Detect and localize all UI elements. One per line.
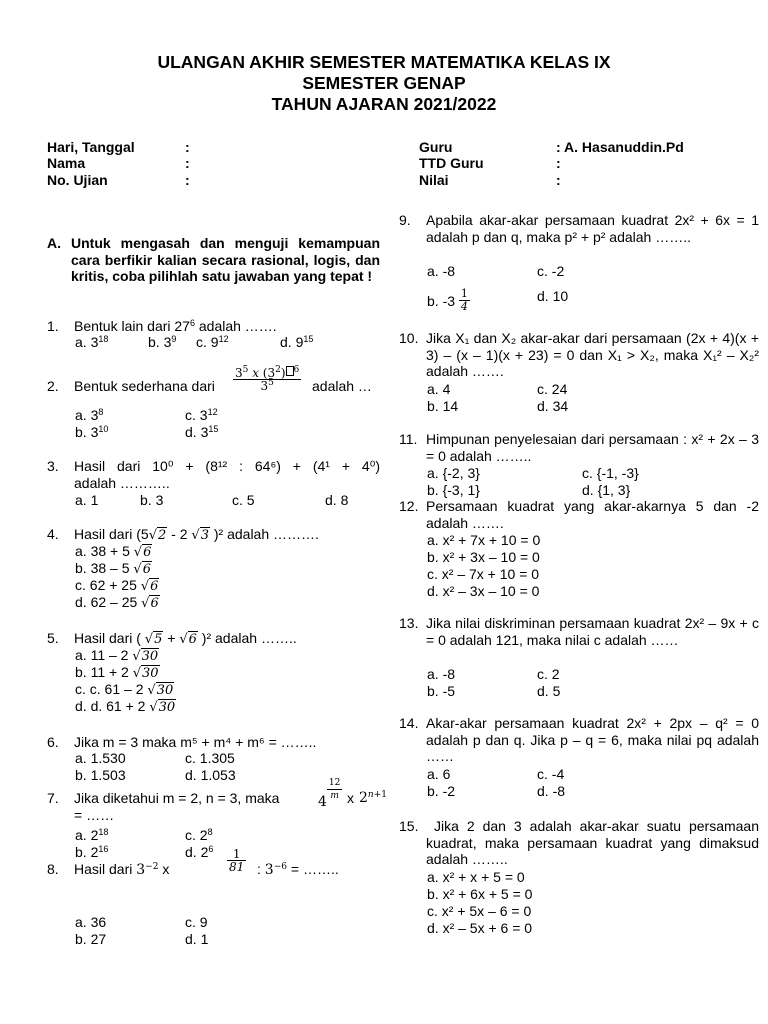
option-c: c. $2^8$: [185, 827, 213, 843]
power-expression: $2^{n+1}$: [359, 790, 387, 806]
option-b: b. 14: [427, 398, 459, 414]
option-b: b. {-3, 1}: [427, 482, 480, 498]
question-1: [47, 318, 387, 350]
question-number: 2.: [47, 378, 59, 394]
question-text-part: adalah …: [312, 378, 372, 394]
option-a: a. 36: [75, 914, 107, 930]
question-15: [399, 818, 763, 936]
info-label-date: Hari, Tanggal: [47, 139, 135, 155]
info-teacher-name: : A. Hasanuddin.Pd: [556, 139, 684, 155]
option-d: d. 62 – 25 √6: [75, 594, 159, 611]
option-b: b. 27: [75, 931, 107, 947]
option-d: d. x² – 5x + 6 = 0: [427, 920, 533, 936]
question-text: Hasil dari 10⁰ + (8¹² : 64⁶) + (4¹ + 4⁰): [74, 458, 380, 474]
question-number: 3.: [47, 458, 59, 474]
option-d: d. 1: [185, 931, 209, 947]
option-d: d. 8: [325, 492, 349, 508]
question-number: 13.: [399, 615, 419, 631]
option-c: c. 1.305: [185, 750, 235, 766]
question-text: Akar-akar persamaan kuadrat 2x² + 2px – q² = 0 adalah p dan q. Jika p – q = 6, maka nilai pq adalah ……: [426, 715, 759, 764]
info-colon: :: [185, 155, 190, 171]
option-d: d. {1, 3}: [582, 482, 631, 498]
option-c: c. x² + 5x – 6 = 0: [427, 903, 532, 919]
option-b: b. x² + 6x + 5 = 0: [427, 886, 533, 902]
option-c: c. $3^{12}$: [185, 407, 218, 423]
question-5: [47, 630, 387, 715]
question-9: [399, 212, 759, 313]
option-b: b. -3 $\frac{1}{4}$: [427, 287, 468, 313]
option-b: b. $3^9$: [148, 334, 177, 350]
question-number: 11.: [399, 431, 418, 447]
question-number: 1.: [47, 318, 59, 334]
question-text: Jika diketahui m = 2, n = 3, maka: [74, 790, 280, 806]
option-a: a. 11 – 2 √30: [75, 647, 159, 664]
question-6: [47, 734, 387, 783]
question-number: 5.: [47, 630, 59, 646]
option-c: c. 2: [537, 666, 560, 682]
info-colon: :: [556, 155, 561, 171]
question-12: [399, 498, 759, 599]
question-text: Hasil dari ( √5 + √6 )² adalah ……..: [74, 630, 297, 647]
question-text: [74, 318, 387, 335]
option-c: c. c. 61 – 2 √30: [75, 681, 174, 698]
question-text: Apabila akar-akar persamaan kuadrat 2x² + 6x = 1 adalah p dan q, maka p² + p² adalah ……..: [426, 212, 759, 245]
option-b: b. 3: [140, 492, 164, 508]
option-a: a. 4: [427, 381, 451, 397]
info-label-score: Nilai: [419, 172, 449, 188]
option-c: c. 24: [537, 381, 568, 397]
option-a: a. -8: [427, 666, 456, 682]
question-text-part: Bentuk sederhana dari: [74, 378, 215, 394]
option-a: a. $3^{18}$: [75, 334, 109, 350]
section-letter: A.: [47, 235, 61, 251]
option-d: d. -8: [537, 783, 566, 799]
question-text-part: adalah …….: [194, 318, 277, 334]
question-text: Hasil dari $3^{-2}$ x: [74, 861, 170, 878]
option-c: c. 5: [232, 492, 255, 508]
option-b: b. x² + 3x – 10 = 0: [427, 549, 540, 565]
option-b: b. 1.503: [75, 767, 126, 783]
option-a: a. {-2, 3}: [427, 465, 480, 481]
info-label-name: Nama: [47, 155, 86, 171]
option-c: c. $9^{12}$: [196, 334, 229, 350]
option-a: a. x² + x + 5 = 0: [427, 869, 525, 885]
option-c: c. {-1, -3}: [582, 465, 639, 481]
option-d: d. d. 61 + 2 √30: [75, 698, 176, 715]
info-label-signature: TTD Guru: [419, 155, 484, 171]
question-number: 6.: [47, 734, 59, 750]
option-a: a. x² + 7x + 10 = 0: [427, 532, 541, 548]
question-text: Persamaan kuadrat yang akar-akarnya 5 dan -2 adalah …….: [426, 498, 759, 531]
power-expression: 4 $\frac{12}{m}$: [318, 778, 341, 810]
question-number: 10.: [399, 330, 419, 346]
option-b: b. $3^{10}$: [75, 424, 109, 440]
section-instruction-text: Untuk mengasah dan menguji kemampuan cara berfikir kalian secara rasional, logis, dan kritis, coba pilihlah satu jawaban yang tepat !: [71, 235, 380, 284]
option-d: d. 34: [537, 398, 569, 414]
option-a: a. 1.530: [75, 750, 126, 766]
question-number: 4.: [47, 526, 59, 542]
option-b: b. -2: [427, 783, 456, 799]
question-number: 8.: [47, 861, 59, 877]
option-d: d. $2^6$: [185, 844, 214, 860]
info-colon: :: [185, 172, 190, 188]
info-colon: :: [556, 172, 561, 188]
option-d: d. $3^{15}$: [185, 424, 219, 440]
option-c: c. 62 + 25 √6: [75, 577, 159, 594]
option-d: d. 10: [537, 288, 569, 304]
question-text-part: Bentuk lain dari 27: [74, 318, 190, 334]
option-b: b. 38 – 5 √6: [75, 560, 151, 577]
option-d: d. $9^{15}$: [280, 334, 314, 350]
question-text: Hasil dari (5√2 - 2 √3 )² adalah ……….: [74, 526, 319, 543]
question-number: 7.: [47, 790, 59, 806]
fraction-expression: $\frac{1}{81}$: [229, 847, 245, 874]
question-7: [47, 778, 387, 860]
question-text-line2: = ……: [74, 806, 115, 823]
option-c: c. -2: [537, 263, 565, 279]
option-b: b. $2^{16}$: [75, 844, 109, 860]
option-c: c. x² – 7x + 10 = 0: [427, 566, 540, 582]
question-text: Himpunan penyelesaian dari persamaan : x² + 2x – 3 = 0 adalah ……..: [426, 431, 759, 464]
info-label-teacher: Guru: [419, 139, 453, 155]
exam-title: ULANGAN AKHIR SEMESTER MATEMATIKA KELAS IX: [157, 52, 611, 72]
question-text: Jika m = 3 maka m⁵ + m⁴ + m⁶ = ……..: [74, 734, 317, 750]
times-sign: x: [347, 790, 354, 806]
option-a: a. 6: [427, 766, 451, 782]
info-label-exam-no: No. Ujian: [47, 172, 108, 188]
question-text: Jika nilai diskriminan persamaan kuadrat 2x² – 9x + c = 0 adalah 121, maka nilai c adalah ……: [426, 615, 759, 648]
question-4: [47, 526, 387, 611]
question-number: 12.: [399, 498, 419, 514]
question-14: [399, 715, 759, 799]
question-text: Jika X₁ dan X₂ akar-akar dari persamaan (2x + 4)(x + 3) – (x – 1)(x + 23) = 0 dan X₁ > X₂, maka X₁² – X₂² adalah …….: [426, 330, 759, 379]
exam-semester: SEMESTER GENAP: [302, 73, 466, 93]
exponent: 6: [189, 318, 195, 328]
question-10: [399, 330, 759, 414]
option-b: b. 11 + 2 √30: [75, 664, 159, 681]
fraction-expression: $\frac{3^5 x (3^2) ^6}{3^5}$: [235, 365, 300, 393]
question-11: [399, 431, 759, 498]
option-d: d. x² – 3x – 10 = 0: [427, 583, 540, 599]
option-d: d. 1.053: [185, 767, 236, 783]
question-number: 14.: [399, 715, 419, 731]
option-a: a. 1: [75, 492, 99, 508]
question-text-line2: adalah ………..: [74, 474, 170, 491]
question-text: Jika 2 dan 3 adalah akar-akar suatu persamaan kuadrat, maka persamaan kuadrat yang dimaksud adalah ……..: [426, 818, 763, 867]
section-a-instructions: [47, 235, 380, 285]
option-a: a. $2^{18}$: [75, 827, 109, 843]
option-a: a. 38 + 5 √6: [75, 543, 152, 560]
question-text-part: : $3^{-6}$ = ……..: [257, 861, 339, 878]
option-c: c. 9: [185, 914, 208, 930]
option-c: c. -4: [537, 766, 565, 782]
question-number: 15.: [399, 818, 419, 834]
question-13: [399, 615, 759, 699]
question-3: [47, 458, 380, 508]
exam-year: TAHUN AJARAN 2021/2022: [271, 94, 497, 114]
option-a: a. $3^8$: [75, 407, 104, 423]
option-b: b. -5: [427, 683, 456, 699]
option-a: a. -8: [427, 263, 456, 279]
option-d: d. 5: [537, 683, 561, 699]
question-2: [47, 365, 387, 440]
info-colon: :: [185, 139, 190, 155]
question-number: 9.: [399, 212, 411, 228]
